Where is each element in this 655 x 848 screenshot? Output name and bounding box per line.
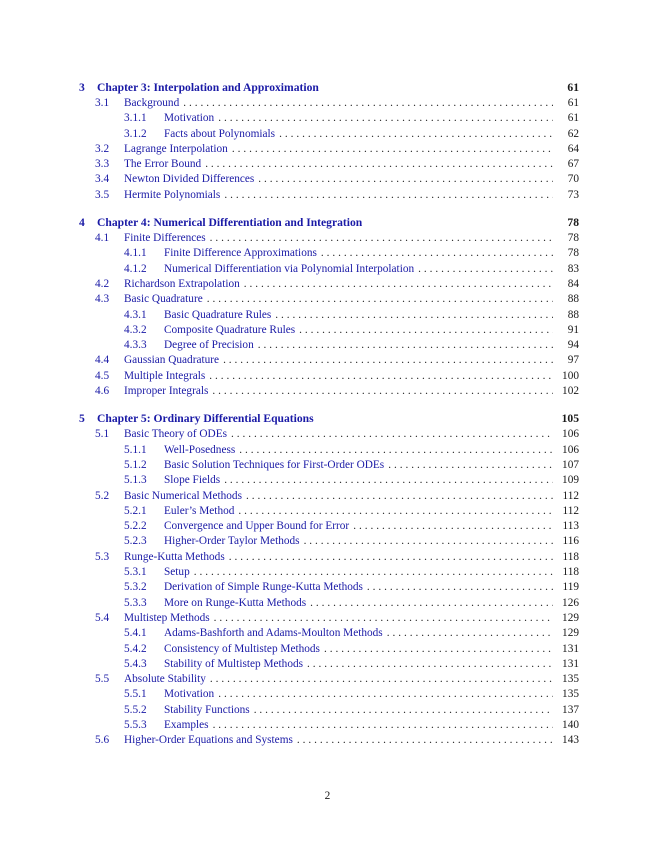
entry-title[interactable]: Lagrange Interpolation [124, 142, 228, 155]
dot-leader [239, 443, 553, 458]
toc-subsection-link[interactable] [79, 657, 579, 672]
entry-title[interactable]: Basic Quadrature [124, 293, 203, 306]
entry-page-number: 135 [562, 673, 579, 686]
dot-leader [209, 369, 553, 384]
toc-section-link[interactable] [79, 188, 579, 203]
dot-leader [279, 127, 553, 142]
toc-section-link[interactable] [79, 353, 579, 368]
entry-number[interactable]: 4.3.3 [124, 339, 147, 352]
dot-leader [224, 473, 553, 488]
entry-number[interactable]: 3.4 [95, 173, 110, 186]
entry-number[interactable]: 5.1.3 [124, 474, 147, 487]
toc-section-link[interactable] [79, 550, 579, 565]
entry-page-number: 88 [567, 293, 579, 306]
dot-leader [232, 142, 553, 157]
dot-leader [210, 672, 553, 687]
entry-page-number: 78 [567, 247, 579, 260]
dot-leader [214, 611, 553, 626]
toc-subsection-link[interactable] [79, 111, 579, 126]
dot-leader [205, 157, 553, 172]
toc-subsection-link[interactable] [79, 246, 579, 261]
toc-subsection-link[interactable] [79, 323, 579, 338]
toc-subsection-link[interactable] [79, 687, 579, 702]
entry-page-number: 64 [567, 142, 579, 155]
entry-number[interactable]: 5.4.3 [124, 657, 147, 670]
toc-section-link[interactable] [79, 611, 579, 626]
entry-page-number: 137 [562, 703, 579, 716]
entry-number[interactable]: 4.3.1 [124, 308, 147, 321]
toc-subsection-link[interactable] [79, 262, 579, 277]
entry-page-number: 61 [567, 112, 579, 125]
toc-section-link[interactable] [79, 231, 579, 246]
toc-subsection-link[interactable] [79, 127, 579, 142]
entry-page-number: 107 [562, 458, 579, 471]
dot-leader [321, 246, 553, 261]
entry-page-number: 135 [562, 688, 579, 701]
entry-number[interactable]: 4.6 [95, 385, 110, 398]
toc-subsection-link[interactable] [79, 504, 579, 519]
entry-page-number: 97 [567, 354, 579, 367]
toc-chapter-block [79, 79, 579, 203]
toc-section-link[interactable] [79, 733, 579, 748]
toc-chapter-link[interactable] [79, 79, 579, 96]
chapter-title[interactable]: Chapter 5: Ordinary Differential Equations [97, 412, 314, 426]
entry-page-number: 88 [567, 308, 579, 321]
entry-number[interactable]: 5.4.1 [124, 627, 147, 640]
entry-number[interactable]: 5.3 [95, 550, 110, 563]
toc-subsection-link[interactable] [79, 626, 579, 641]
dot-leader [387, 626, 553, 641]
toc-chapter-link[interactable] [79, 214, 579, 231]
entry-title[interactable]: Motivation [164, 112, 215, 125]
entry-title[interactable]: Well-Posedness [164, 443, 236, 456]
toc-subsection-link[interactable] [79, 534, 579, 549]
toc-section-link[interactable] [79, 96, 579, 111]
entry-number[interactable]: 5.3.1 [124, 566, 147, 579]
entry-title[interactable]: Consistency of Multistep Methods [164, 642, 320, 655]
toc-section-link[interactable] [79, 384, 579, 399]
toc-section-link[interactable] [79, 489, 579, 504]
dot-leader [307, 657, 553, 672]
entry-title[interactable]: Newton Divided Differences [124, 173, 255, 186]
entry-number[interactable]: 3.2 [95, 142, 110, 155]
entry-page-number: 106 [562, 428, 579, 441]
entry-number[interactable]: 4.3.2 [124, 323, 147, 336]
dot-leader [207, 292, 553, 307]
entry-page-number: 83 [567, 262, 579, 275]
entry-page-number: 70 [567, 173, 579, 186]
toc-chapter-block [79, 410, 579, 748]
table-of-contents [79, 79, 579, 760]
entry-title[interactable]: Higher-Order Equations and Systems [124, 734, 293, 747]
entry-page-number: 112 [562, 504, 579, 517]
entry-title[interactable]: Richardson Extrapolation [124, 277, 240, 290]
entry-title[interactable]: Examples [164, 718, 209, 731]
dot-leader [183, 96, 553, 111]
entry-title[interactable]: Improper Integrals [124, 385, 209, 398]
entry-page-number: 102 [562, 385, 579, 398]
chapter-title[interactable]: Chapter 3: Interpolation and Approximation [97, 81, 319, 94]
toc-subsection-link[interactable] [79, 338, 579, 353]
entry-number[interactable]: 5.5.2 [124, 703, 147, 716]
entry-number[interactable]: 5.1.1 [124, 443, 147, 456]
entry-number[interactable]: 4.1.1 [124, 247, 147, 260]
dot-leader [194, 565, 553, 580]
entry-number[interactable]: 5.2.3 [124, 535, 147, 548]
entry-page-number: 109 [562, 474, 579, 487]
dot-leader [418, 262, 553, 277]
entry-page-number: 131 [562, 657, 579, 670]
entry-title[interactable]: Euler’s Method [164, 504, 235, 517]
dot-leader [213, 718, 553, 733]
dot-leader [388, 458, 553, 473]
dot-leader [244, 277, 553, 292]
dot-leader [246, 489, 553, 504]
entry-page-number: 143 [562, 734, 579, 747]
dot-leader [229, 550, 553, 565]
entry-title[interactable]: Runge-Kutta Methods [124, 550, 225, 563]
entry-title[interactable]: Composite Quadrature Rules [164, 323, 296, 336]
entry-number[interactable]: 4.4 [95, 354, 110, 367]
entry-title[interactable]: Hermite Polynomials [124, 188, 221, 201]
toc-subsection-link[interactable] [79, 308, 579, 323]
dot-leader [210, 231, 553, 246]
entry-page-number: 113 [562, 520, 579, 533]
entry-title[interactable]: Finite Difference Approximations [164, 247, 317, 260]
toc-subsection-link[interactable] [79, 718, 579, 733]
entry-number[interactable]: 4.1.2 [124, 262, 147, 275]
entry-page-number: 118 [562, 550, 579, 563]
dot-leader [238, 504, 553, 519]
entry-page-number: 91 [567, 323, 579, 336]
dot-leader [258, 338, 553, 353]
entry-page-number: 129 [562, 627, 579, 640]
toc-subsection-link[interactable] [79, 642, 579, 657]
entry-number[interactable]: 3.1.2 [124, 127, 147, 140]
entry-title[interactable]: Slope Fields [164, 474, 221, 487]
entry-number[interactable]: 5.4.2 [124, 642, 147, 655]
chapter-page-number: 78 [567, 216, 579, 230]
chapter-number[interactable]: 3 [79, 81, 85, 94]
entry-title[interactable]: More on Runge-Kutta Methods [164, 596, 307, 609]
toc-section-link[interactable] [79, 369, 579, 384]
entry-page-number: 62 [567, 127, 579, 140]
dot-leader [367, 580, 553, 595]
entry-title[interactable]: Basic Theory of ODEs [124, 428, 228, 441]
chapter-page-number: 105 [561, 412, 579, 426]
toc-subsection-link[interactable] [79, 443, 579, 458]
toc-subsection-link[interactable] [79, 565, 579, 580]
toc-section-link[interactable] [79, 142, 579, 157]
entry-page-number: 129 [562, 611, 579, 624]
entry-number[interactable]: 4.5 [95, 369, 110, 382]
entry-page-number: 118 [562, 566, 579, 579]
dot-leader [258, 172, 553, 187]
dot-leader [299, 323, 553, 338]
entry-number[interactable]: 4.2 [95, 277, 110, 290]
chapter-page-number: 61 [567, 81, 579, 94]
toc-subsection-link[interactable] [79, 458, 579, 473]
entry-title[interactable]: The Error Bound [124, 158, 202, 171]
entry-number[interactable]: 5.5 [95, 673, 110, 686]
dot-leader [324, 642, 553, 657]
entry-title[interactable]: Numerical Differentiation via Polynomial Interpolation [164, 262, 415, 275]
entry-number[interactable]: 3.5 [95, 188, 110, 201]
toc-section-link[interactable] [79, 277, 579, 292]
entry-number[interactable]: 5.2.1 [124, 504, 147, 517]
toc-section-link[interactable] [79, 172, 579, 187]
entry-title[interactable]: Absolute Stability [124, 673, 206, 686]
entry-page-number: 126 [562, 596, 579, 609]
dot-leader [310, 596, 553, 611]
toc-subsection-link[interactable] [79, 580, 579, 595]
entry-title[interactable]: Adams-Bashforth and Adams-Moulton Methods [164, 627, 383, 640]
entry-page-number: 61 [567, 97, 579, 109]
entry-page-number: 116 [562, 535, 579, 548]
dot-leader [218, 111, 553, 126]
entry-title[interactable]: Higher-Order Taylor Methods [164, 535, 300, 548]
dot-leader [224, 188, 553, 203]
entry-number[interactable]: 5.5.1 [124, 688, 147, 701]
entry-title[interactable]: Convergence and Upper Bound for Error [164, 520, 350, 533]
page-number: 2 [324, 790, 331, 802]
dot-leader [231, 427, 553, 442]
toc-section-link[interactable] [79, 292, 579, 307]
entry-page-number: 94 [567, 339, 579, 352]
dot-leader [353, 519, 553, 534]
entry-title[interactable]: Basic Numerical Methods [124, 489, 242, 502]
entry-number[interactable]: 5.4 [95, 611, 110, 624]
entry-title[interactable]: Finite Differences [124, 232, 206, 245]
toc-section-link[interactable] [79, 157, 579, 172]
entry-page-number: 73 [567, 188, 579, 201]
entry-page-number: 131 [562, 642, 579, 655]
dot-leader [218, 687, 553, 702]
entry-title[interactable]: Basic Solution Techniques for First-Order ODEs [164, 458, 385, 471]
dot-leader [275, 308, 553, 323]
entry-number[interactable]: 5.6 [95, 734, 110, 747]
toc-subsection-link[interactable] [79, 473, 579, 488]
entry-title[interactable]: Degree of Precision [164, 339, 254, 352]
entry-number[interactable]: 5.3.3 [124, 596, 147, 609]
chapter-title[interactable]: Chapter 4: Numerical Differentiation and Integration [97, 216, 363, 230]
entry-title[interactable]: Background [124, 97, 180, 109]
entry-page-number: 100 [562, 369, 579, 382]
toc-subsection-link[interactable] [79, 703, 579, 718]
entry-page-number: 140 [562, 718, 579, 731]
entry-title[interactable]: Multiple Integrals [124, 369, 206, 382]
entry-title[interactable]: Facts about Polynomials [164, 127, 276, 140]
entry-number[interactable]: 3.1 [95, 97, 110, 109]
toc-chapter-block [79, 214, 579, 399]
chapter-number[interactable]: 4 [79, 216, 85, 230]
chapter-number[interactable]: 5 [79, 412, 85, 426]
entry-number[interactable]: 5.1.2 [124, 458, 147, 471]
entry-number[interactable]: 5.3.2 [124, 581, 147, 594]
entry-title[interactable]: Stability of Multistep Methods [164, 657, 304, 670]
entry-title[interactable]: Setup [164, 566, 190, 579]
entry-number[interactable]: 5.1 [95, 428, 110, 441]
entry-title[interactable]: Stability Functions [164, 703, 250, 716]
entry-title[interactable]: Basic Quadrature Rules [164, 308, 272, 321]
entry-title[interactable]: Multistep Methods [124, 611, 210, 624]
toc-section-link[interactable] [79, 427, 579, 442]
dot-leader [212, 384, 553, 399]
entry-title[interactable]: Gaussian Quadrature [124, 354, 220, 367]
toc-subsection-link[interactable] [79, 519, 579, 534]
entry-page-number: 112 [562, 489, 579, 502]
entry-page-number: 84 [567, 277, 579, 290]
entry-number[interactable]: 5.2 [95, 489, 110, 502]
toc-chapter-link[interactable] [79, 410, 579, 427]
toc-section-link[interactable] [79, 672, 579, 687]
entry-number[interactable]: 5.2.2 [124, 520, 147, 533]
entry-number[interactable]: 4.3 [95, 293, 110, 306]
entry-number[interactable]: 3.1.1 [124, 112, 147, 125]
entry-page-number: 78 [567, 232, 579, 245]
entry-number[interactable]: 5.5.3 [124, 718, 147, 731]
dot-leader [254, 703, 553, 718]
toc-subsection-link[interactable] [79, 596, 579, 611]
entry-page-number: 106 [562, 443, 579, 456]
entry-number[interactable]: 3.3 [95, 158, 110, 171]
entry-page-number: 67 [567, 158, 579, 171]
entry-title[interactable]: Derivation of Simple Runge-Kutta Methods [164, 581, 363, 594]
entry-page-number: 119 [562, 581, 579, 594]
dot-leader [223, 353, 553, 368]
entry-title[interactable]: Motivation [164, 688, 215, 701]
dot-leader [304, 534, 553, 549]
entry-number[interactable]: 4.1 [95, 232, 110, 245]
dot-leader [297, 733, 553, 748]
